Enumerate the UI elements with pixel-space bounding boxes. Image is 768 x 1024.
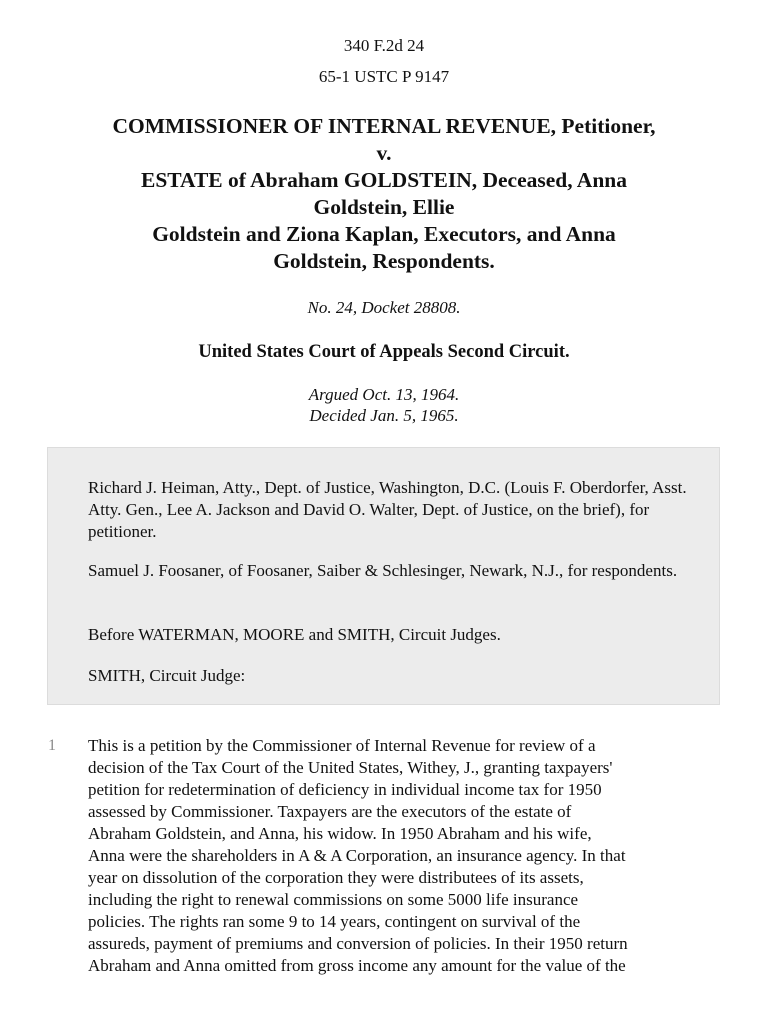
opinion-line: Anna were the shareholders in A & A Corporation, an insurance agency. In that	[88, 846, 626, 865]
argued-date: Argued Oct. 13, 1964.	[308, 385, 460, 404]
opinion-line: decision of the Tax Court of the United States, Withey, J., granting taxpayers'	[88, 758, 613, 777]
counsel-petitioner: Richard J. Heiman, Atty., Dept. of Justice, Washington, D.C. (Louis F. Oberdorfer, Asst. Atty. Gen., Lee A. Jackson and David O. Walter, Dept. of Justice, on the brief), for petitioner.	[88, 478, 687, 541]
opinion-line: including the right to renewal commissions on some 5000 life insurance	[88, 890, 579, 909]
docket-number: No. 24, Docket 28808.	[307, 298, 461, 317]
paragraph-number: 1	[48, 737, 56, 754]
opinion-line: policies. The rights ran some 9 to 14 years, contingent on survival of the	[88, 912, 581, 931]
opinion-line: petition for redetermination of deficiency in individual income tax for 1950	[88, 780, 602, 799]
opinion-line: assessed by Commissioner. Taxpayers are the executors of the estate of	[88, 802, 572, 821]
case-title-line: Goldstein, Ellie	[313, 195, 455, 219]
case-title-line: v.	[376, 141, 392, 165]
opinion-line: assureds, payment of premiums and conversion of policies. In their 1950 return	[88, 934, 628, 953]
opinion-line: Abraham and Anna omitted from gross income any amount for the value of the	[88, 956, 626, 975]
reporter-citation: 340 F.2d 24	[343, 36, 425, 55]
case-title-line: COMMISSIONER OF INTERNAL REVENUE, Petitioner,	[112, 114, 656, 138]
opinion-paragraph	[88, 735, 728, 977]
panel-judges: Before WATERMAN, MOORE and SMITH, Circuit Judges.	[88, 625, 501, 644]
decided-date: Decided Jan. 5, 1965.	[309, 406, 459, 425]
opinion-line: year on dissolution of the corporation they were distributees of its assets,	[88, 868, 584, 887]
case-title	[40, 113, 728, 275]
counsel-respondents: Samuel J. Foosaner, of Foosaner, Saiber & Schlesinger, Newark, N.J., for respondents.	[88, 561, 678, 580]
counsel-panel	[47, 447, 720, 705]
court-name: United States Court of Appeals Second Circuit.	[198, 342, 570, 362]
opinion-line: This is a petition by the Commissioner of Internal Revenue for review of a	[88, 736, 596, 755]
case-title-line: Goldstein and Ziona Kaplan, Executors, and Anna	[152, 222, 616, 246]
opinion-line: Abraham Goldstein, and Anna, his widow. In 1950 Abraham and his wife,	[88, 824, 592, 843]
case-title-line: Goldstein, Respondents.	[273, 249, 495, 273]
opinion-author: SMITH, Circuit Judge:	[88, 666, 246, 685]
case-title-line: ESTATE of Abraham GOLDSTEIN, Deceased, Anna	[140, 168, 628, 192]
ustc-citation: 65-1 USTC P 9147	[318, 67, 450, 86]
